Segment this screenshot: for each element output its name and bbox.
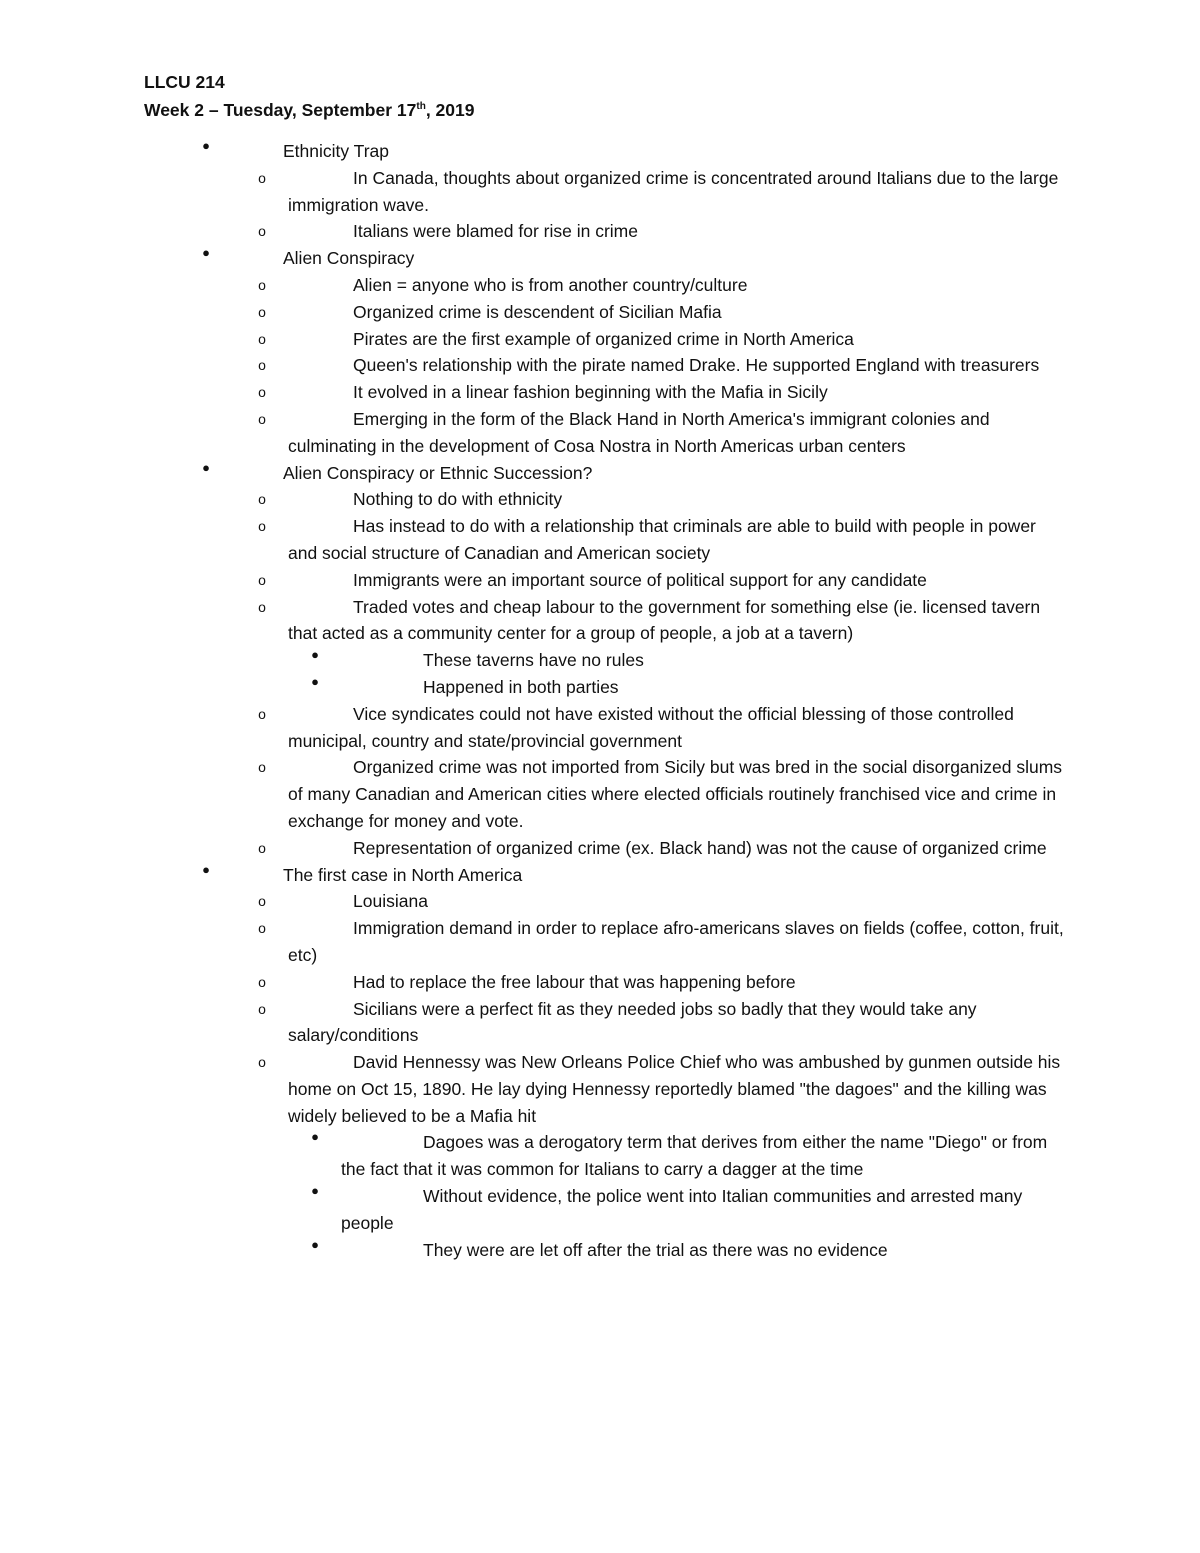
note-text: Dagoes was a derogatory term that derives from either the name "Diego" or from the fact that it was common for Italians to carry a dagger at the time [341,1132,1048,1180]
lecture-date [144,96,1200,124]
note-item-level-2 [258,567,1068,594]
note-text: Vice syndicates could not have existed without the official blessing of those controlled municipal, country and state/provincial government [288,703,1014,751]
circle-bullet-icon: o [258,1054,266,1071]
note-text: David Hennessy was New Orleans Police Chief who was ambushed by gunmen outside his home on Oct 15, 1890. He lay dying Hennessy reportedly blamed "the dagoes" and the killing was widely believed to be a Mafia hit [288,1052,1061,1126]
note-text: Immigration demand in order to replace afro-americans slaves on fields (coffee, cotton, fruit, etc) [288,918,1064,965]
course-code: LLCU 214 [144,72,225,92]
lecture-date-suffix: , 2019 [425,100,475,120]
note-text: Without evidence, the police went into Italian communities and arrested many people [341,1186,1023,1233]
note-text: Louisiana [353,891,428,912]
note-item-level-2 [258,701,1068,755]
note-item-level-3 [311,647,1071,674]
notes-list [0,138,1200,1263]
note-item-level-2 [258,406,1068,460]
circle-bullet-icon: o [258,571,266,588]
note-item-level-2 [258,996,1068,1050]
note-text: They were are let off after the trial as there was no evidence [423,1239,888,1260]
note-item-level-2 [258,165,1068,219]
note-item-level-2 [258,594,1068,648]
document-header [144,68,1200,124]
note-text: Alien Conspiracy or Ethnic Succession? [283,462,593,483]
circle-bullet-icon: o [258,893,266,910]
circle-bullet-icon: o [258,169,266,186]
circle-bullet-icon: o [258,973,266,990]
circle-bullet-icon: o [258,303,266,320]
note-item-level-1 [202,138,1063,165]
circle-bullet-icon: o [258,276,266,293]
note-item-level-2 [258,835,1068,862]
note-item-level-1 [202,861,1063,889]
note-text: Happened in both parties [423,676,619,697]
bullet-icon: ● [202,138,210,153]
note-text: Immigrants were an important source of political support for any candidate [353,569,927,590]
note-text: It evolved in a linear fashion beginning with the Mafia in Sicily [353,382,828,403]
note-item-level-2 [258,888,1068,915]
note-text: Queen's relationship with the pirate named Drake. He supported England with treasurers [353,355,1040,376]
note-text: Representation of organized crime (ex. Black hand) was not the cause of organized crime [353,837,1047,858]
bullet-icon: ● [202,459,210,475]
note-text: Traded votes and cheap labour to the government for something else (ie. licensed tavern that acted as a community center for a group of people, a job at a tavern) [288,596,1041,644]
note-item-level-2 [258,1049,1068,1129]
note-text: Sicilians were a perfect fit as they needed jobs so badly that they would take any salary/conditions [288,998,977,1046]
bullet-icon: ● [311,673,319,689]
circle-bullet-icon: o [258,705,266,722]
bullet-icon: ● [311,1183,319,1199]
note-text: Pirates are the first example of organized crime in North America [353,328,854,349]
note-item-level-2 [258,486,1068,513]
note-text: Ethnicity Trap [283,141,390,161]
bullet-icon: ● [311,1129,319,1145]
note-item-level-3 [311,1129,1071,1183]
circle-bullet-icon: o [258,223,266,240]
note-text: Alien = anyone who is from another country/culture [353,274,748,295]
note-item-level-1 [202,459,1063,487]
lecture-date-superscript: th [416,101,426,113]
note-text: Had to replace the free labour that was happening before [353,971,796,992]
bullet-icon: ● [202,861,210,877]
circle-bullet-icon: o [258,410,266,427]
circle-bullet-icon: o [258,357,266,374]
circle-bullet-icon: o [258,920,266,937]
circle-bullet-icon: o [258,839,266,856]
note-item-level-2 [258,326,1068,353]
circle-bullet-icon: o [258,598,266,615]
note-item-level-1 [202,245,1063,272]
note-text: Italians were blamed for rise in crime [353,221,638,242]
note-item-level-2 [258,969,1068,996]
bullet-icon: ● [202,245,210,261]
note-text: In Canada, thoughts about organized crime is concentrated around Italians due to the large immigration wave. [288,167,1059,215]
note-text: The first case in North America [283,864,523,885]
circle-bullet-icon: o [258,1000,266,1017]
note-item-level-3 [311,1183,1071,1237]
note-text: Has instead to do with a relationship that criminals are able to build with people in power and social structure of Canadian and American society [288,516,1036,563]
note-item-level-3 [311,1236,1071,1264]
note-text: These taverns have no rules [423,650,644,671]
circle-bullet-icon: o [258,759,266,776]
circle-bullet-icon: o [258,384,266,401]
note-text: Alien Conspiracy [283,248,415,269]
circle-bullet-icon: o [258,518,266,535]
note-text: Organized crime is descendent of Sicilian Mafia [353,301,722,322]
bullet-icon: ● [311,1236,319,1252]
note-text: Organized crime was not imported from Sicily but was bred in the social disorganized slums of many Canadian and American cities where elected officials routinely franchised vice and crime in exchange for money and vote. [288,757,1063,831]
circle-bullet-icon: o [258,330,266,347]
note-item-level-2 [258,379,1068,406]
bullet-icon: ● [311,647,319,663]
note-item-level-2 [258,915,1068,969]
note-text: Emerging in the form of the Black Hand in North America's immigrant colonies and culminating in the development of Cosa Nostra in North Americas urban centers [288,408,990,456]
note-item-level-2 [258,218,1068,245]
note-item-level-3 [311,673,1071,701]
note-item-level-2 [258,754,1068,834]
note-item-level-2 [258,352,1068,379]
circle-bullet-icon: o [258,491,266,508]
lecture-date-prefix: Week 2 – Tuesday, September 17 [144,100,417,120]
note-item-level-2 [258,513,1068,567]
note-text: Nothing to do with ethnicity [353,489,563,510]
note-item-level-2 [258,272,1068,299]
note-item-level-2 [258,299,1068,326]
